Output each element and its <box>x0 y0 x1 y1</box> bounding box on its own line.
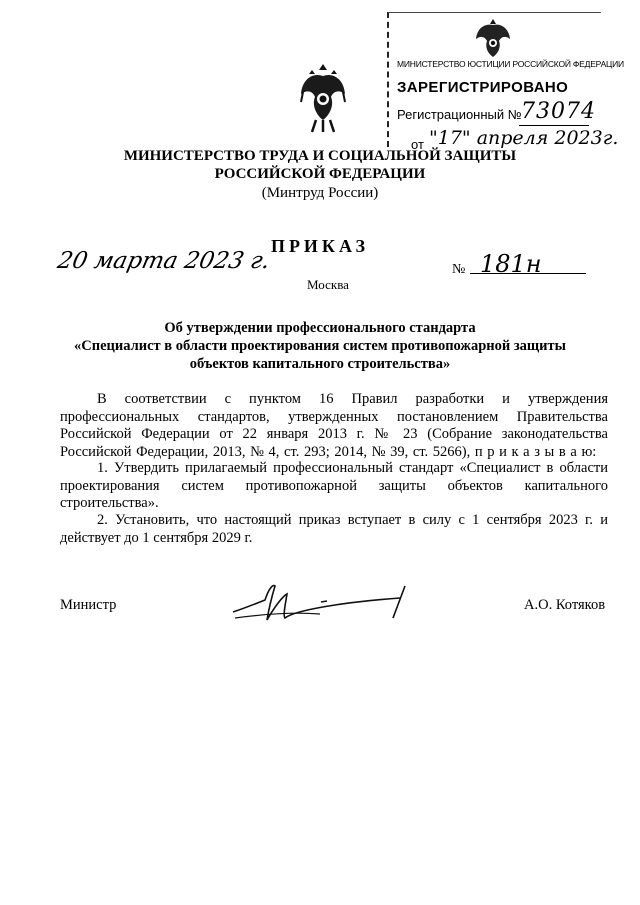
eagle-emblem-icon <box>472 15 514 61</box>
signer-position: Министр <box>60 597 117 613</box>
clause-2-paragraph: 2. Установить, что настоящий приказ вступает в силу с 1 сентября 2023 г. и действует до 1 сентября 2029 г. <box>60 512 608 546</box>
subject-line2: «Специалист в области проектирования систем противопожарной защиты <box>74 338 566 354</box>
subject-line3: объектов капитального строительства» <box>189 356 451 372</box>
stamp-status: ЗАРЕГИСТРИРОВАНО <box>397 79 569 96</box>
city: Москва <box>307 277 349 292</box>
order-date: 20 марта 2023 г. <box>55 248 273 274</box>
order-number-label: № <box>452 262 466 277</box>
signer-name: А.О. Котяков <box>524 597 606 613</box>
order-number: 181н <box>480 250 542 278</box>
registration-stamp <box>387 12 624 152</box>
stamp-reg-label: Регистрационный № <box>397 107 522 122</box>
stamp-date-prefix: от <box>411 137 424 152</box>
subject-line1: Об утверждении профессионального стандарта <box>164 320 476 336</box>
order-number-underline <box>470 273 586 274</box>
stamp-date: "17" апреля 2023г. <box>429 127 619 149</box>
ministry-short-name: (Минтруд России) <box>261 185 379 201</box>
document-type: ПРИКАЗ <box>270 236 370 256</box>
stamp-reg-underline <box>519 125 589 126</box>
coat-of-arms-icon <box>298 62 348 134</box>
ministry-title-line1: МИНИСТЕРСТВО ТРУДА И СОЦИАЛЬНОЙ ЗАЩИТЫ <box>123 148 517 164</box>
ministry-title-line2: РОССИЙСКОЙ ФЕДЕРАЦИИ <box>214 166 426 182</box>
preamble-paragraph: В соответствии с пунктом 16 Правил разработки и утверждения профессиональных стандартов, утвержденных постановлением Правительства Российской Федерации от 22 января 2013 г. № 23 (Собрание законодательства Российской Федерации, 2013, № 4, ст. 293; 2014, № 39, ст. 5266), п р и к а з ы в а ю: <box>60 391 608 460</box>
handwritten-signature <box>225 578 425 628</box>
stamp-ministry-name: МИНИСТЕРСТВО ЮСТИЦИИ РОССИЙСКОЙ ФЕДЕРАЦИИ <box>397 59 624 69</box>
stamp-reg-number: 73074 <box>521 99 596 124</box>
clause-1-paragraph: 1. Утвердить прилагаемый профессиональный стандарт «Специалист в области проектирования систем противопожарной защиты объектов капитального строительства». <box>60 460 608 511</box>
